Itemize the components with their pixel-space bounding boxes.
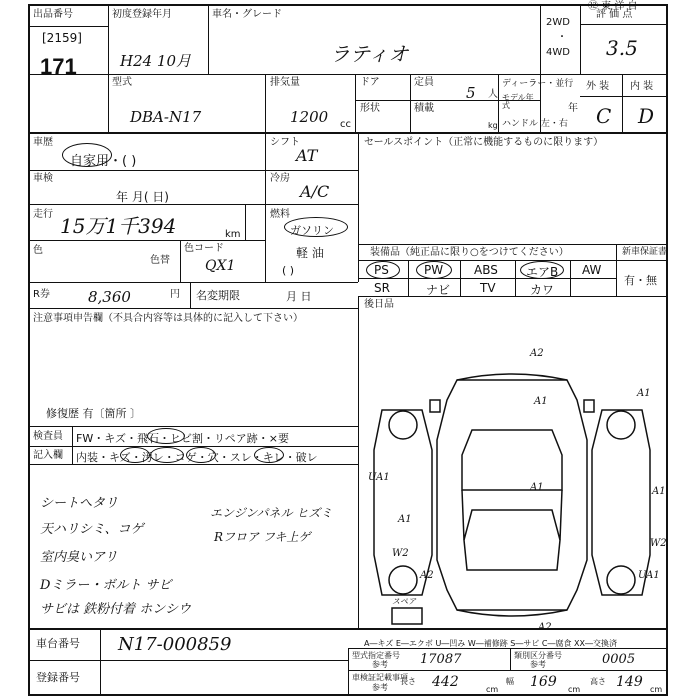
- check-koge-circle: [186, 447, 216, 463]
- mark-right-a1: A1: [652, 486, 666, 497]
- door-label: ドア: [360, 77, 380, 88]
- after-label: 後日品: [364, 299, 394, 310]
- exterior-label: 外 装: [586, 81, 610, 92]
- history-label: 車歴: [33, 137, 53, 148]
- mark-right-w2: W2: [650, 538, 667, 549]
- exterior-grade: C: [596, 104, 612, 128]
- equip-ps: PS: [374, 263, 389, 277]
- equip-aw: AW: [582, 263, 602, 277]
- height-label: 高さ: [590, 677, 606, 686]
- displacement-label: 排気量: [270, 77, 300, 88]
- inspector-label: 検査員: [33, 431, 63, 442]
- equip-pw-circle: [416, 261, 452, 279]
- load-label: 積載: [414, 103, 434, 114]
- length-label: 長さ: [400, 677, 416, 686]
- width-label: 幅: [506, 677, 514, 686]
- mark-rear-a2: A2: [538, 622, 552, 633]
- width-value: 169: [530, 674, 557, 690]
- r-ken-unit: 円: [170, 289, 180, 300]
- interior-grade: D: [638, 104, 655, 128]
- mark-rear-left-a2: A2: [420, 570, 434, 581]
- sales-point-label: セールスポイント（正常に機能するものに限ります）: [364, 137, 604, 148]
- equip-ps-circle: [366, 261, 400, 279]
- lot-code: [2159]: [42, 31, 82, 45]
- car-name-label: 車名・グレード: [212, 9, 282, 20]
- color-code-value: QX1: [205, 258, 236, 274]
- interior-label: 内 装: [630, 81, 654, 92]
- drive-dot: ・: [557, 32, 567, 43]
- entry-label: 記入欄: [33, 450, 63, 461]
- mark-rear-right-ua1: UA1: [638, 570, 660, 581]
- history-circle: [62, 143, 112, 167]
- lot-number: 171: [40, 54, 77, 79]
- equip-navi: ナビ: [426, 283, 451, 297]
- caution-label: 注意事項申告欄（不具合内容等は具体的に記入して下さい）: [33, 313, 303, 324]
- mark-hood-a1: A1: [534, 396, 548, 407]
- history-value: 自家用・( ): [70, 154, 137, 169]
- inspection-value: 年 月( 日): [116, 190, 169, 204]
- mark-front-a2: A2: [530, 348, 544, 359]
- ac-value: A/C: [300, 182, 330, 201]
- check-kizu-circle: [120, 447, 150, 463]
- equip-sr: SR: [374, 281, 390, 295]
- top-right-stamp: ⑫ 東 洋 自: [588, 1, 638, 12]
- note-line-5: サビは 鉄粉付着 ホンシウ: [40, 602, 191, 617]
- eval-score: 3.5: [606, 36, 638, 60]
- mark-left-a1: A1: [398, 514, 412, 525]
- mileage-unit: km: [225, 229, 241, 240]
- height-value: 149: [616, 674, 643, 690]
- check-row-1: FW・キズ・飛石・ヒビ割・リペア跡・×要: [76, 432, 289, 445]
- mark-fr-a1: A1: [637, 388, 651, 399]
- shift-label: シフト: [270, 137, 300, 148]
- fuel-gasoline: ガソリン: [290, 224, 334, 237]
- capacity-value: 5: [466, 84, 476, 102]
- check-row-2: 内装・キズ・汚レ・コゲ・穴・スレ・キレ・破レ: [76, 451, 318, 464]
- equip-leather: カワ: [530, 283, 555, 297]
- car-name-value: ラティオ: [330, 42, 409, 66]
- r-ken-value: 8,360: [88, 288, 131, 306]
- color-change-label: 色替: [150, 255, 170, 266]
- check-sure-circle: [254, 447, 284, 463]
- inspection-label: 車検: [33, 173, 53, 184]
- car-damage-diagram: [362, 340, 667, 633]
- cert-label: 車検証記載事項: [352, 673, 408, 682]
- drive-2wd: 2WD: [546, 17, 570, 28]
- ac-label: 冷房: [270, 173, 290, 184]
- length-value: 442: [432, 674, 459, 690]
- note-line-3: 室内臭いアリ: [40, 550, 118, 565]
- class-ref: 参考: [530, 660, 546, 669]
- note-line-6: エンジンパネル ヒズミ: [210, 506, 333, 520]
- class-value: 0005: [602, 652, 636, 667]
- reg-limit-value: 月 日: [286, 290, 312, 303]
- displacement-unit: cc: [340, 119, 351, 130]
- chassis-label: 車台番号: [36, 637, 80, 650]
- model-year-unit: 年: [568, 103, 578, 114]
- length-unit: cm: [486, 685, 499, 694]
- drive-4wd: 4WD: [546, 47, 570, 58]
- first-reg-label: 初度登録年月: [112, 9, 172, 20]
- note-line-7: Rフロア フキ上ゲ: [214, 530, 311, 544]
- load-unit: kg: [488, 121, 498, 130]
- capacity-unit: 人: [488, 89, 498, 100]
- mileage-label: 走行: [33, 209, 53, 220]
- fuel-label: 燃料: [270, 209, 290, 220]
- lot-label: 出品番号: [33, 9, 73, 20]
- height-unit: cm: [650, 685, 663, 694]
- type-cert-label: 型式指定番号: [352, 651, 400, 660]
- reg-no-label: 登録番号: [36, 671, 80, 684]
- damage-legend: A―キズ E―エクボ U―凹み W―補修跡 S―サビ C―腐食 XX―交換済: [364, 639, 618, 648]
- check-yogore-circle: [150, 447, 184, 463]
- note-line-2: 天ハリシミ、コゲ: [40, 522, 144, 537]
- equip-pw: PW: [424, 263, 444, 277]
- fuel-diesel: 軽 油: [296, 246, 324, 260]
- fuel-other: ( ): [282, 264, 295, 277]
- first-reg-value: H24 10月: [120, 52, 192, 70]
- model-year-label: モデル年式: [502, 93, 534, 110]
- warranty-label: 新車保証書: [622, 247, 668, 257]
- shape-label: 形状: [360, 103, 380, 114]
- mark-spare: スペア: [392, 597, 416, 606]
- check-tobiishi-circle: [147, 428, 185, 444]
- dealer-label: ディーラー・並行: [502, 79, 574, 89]
- fuel-circle: [284, 217, 348, 237]
- eval-label: 評 価 点: [596, 9, 633, 20]
- equip-airbag: エアB: [526, 265, 559, 279]
- equip-label: 装備品（純正品に限り○をつけてください）: [370, 247, 569, 258]
- mark-left-ua1: UA1: [368, 472, 390, 483]
- class-label: 類別区分番号: [514, 651, 562, 660]
- width-unit: cm: [568, 685, 581, 694]
- mark-roof-a1: A1: [530, 482, 544, 493]
- note-line-4: Dミラー・ボルト サビ: [40, 578, 172, 593]
- type-cert-value: 17087: [420, 652, 462, 667]
- displacement-value: 1200: [290, 108, 329, 126]
- note-line-1: シートへタリ: [40, 496, 119, 511]
- chassis-value: N17-000859: [118, 634, 232, 655]
- color-code-label: 色コード: [184, 243, 224, 254]
- shift-value: AT: [296, 146, 318, 165]
- equip-abs: ABS: [474, 263, 498, 277]
- repair-label: 修復歴 有〔箇所 〕: [46, 407, 141, 420]
- color-label: 色: [33, 245, 43, 256]
- capacity-label: 定員: [414, 77, 434, 88]
- mark-left-w2: W2: [392, 548, 409, 559]
- equip-airbag-circle: [520, 261, 564, 279]
- mileage-value: 15万1千394: [60, 214, 177, 238]
- equip-tv: TV: [480, 281, 496, 295]
- handle-label: ハンドル 左・右: [502, 119, 568, 129]
- type-cert-ref: 参考: [372, 660, 388, 669]
- reg-limit-label: 名変期限: [196, 289, 240, 302]
- model-value: DBA-N17: [130, 108, 202, 126]
- r-ken-label: R券: [33, 289, 50, 300]
- cert-ref: 参考: [372, 683, 388, 692]
- model-label: 型式: [112, 77, 132, 88]
- warranty-value: 有・無: [624, 274, 657, 287]
